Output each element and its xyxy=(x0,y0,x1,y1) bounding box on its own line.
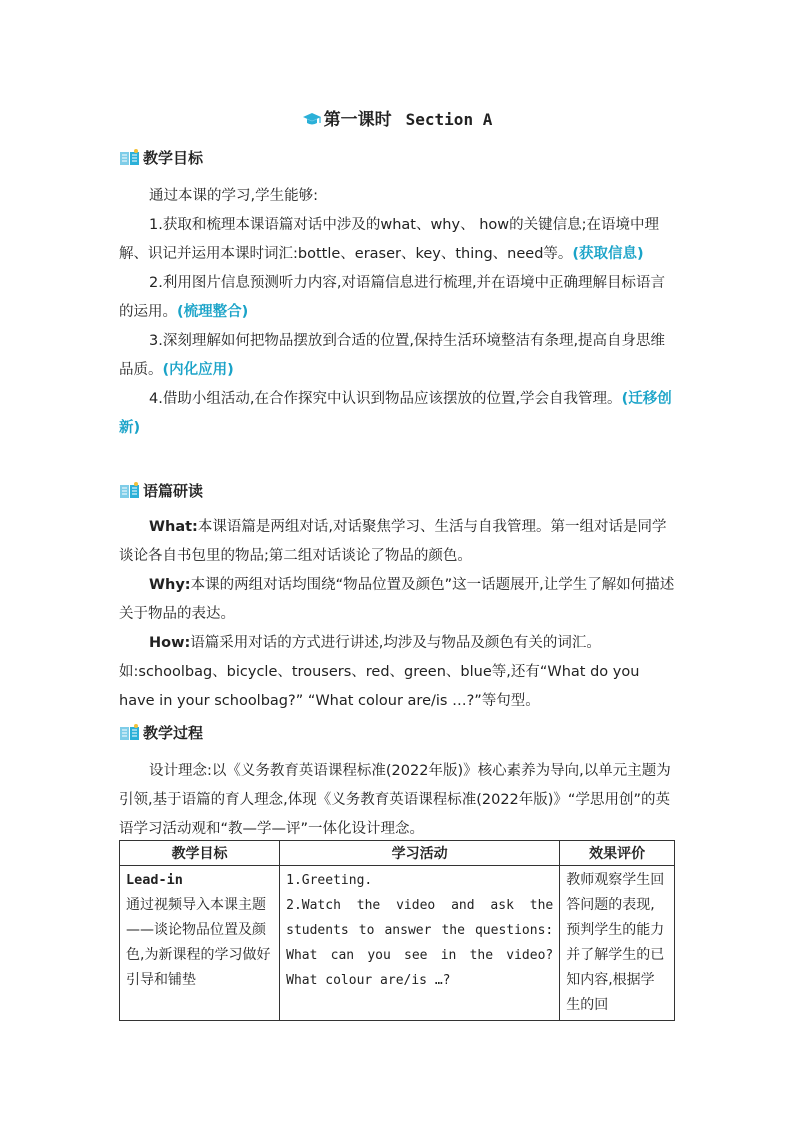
activity-item: 1.Greeting. xyxy=(286,873,373,888)
title-cn: 第一课时 xyxy=(323,110,392,130)
book-icon xyxy=(119,481,141,501)
table-header-row xyxy=(120,841,675,866)
process-heading xyxy=(119,722,203,743)
objective-item: 3.深刻理解如何把物品摆放到合适的位置,保持生活环境整洁有条理,提高自身思维品质。(内化应用) xyxy=(119,333,666,378)
analysis-why: Why:本课的两组对话均围绕“物品位置及颜色”这一话题展开,让学生了解如何描述关于物品的表达。 xyxy=(119,577,675,622)
book-icon xyxy=(119,148,141,168)
objectives-heading xyxy=(119,147,203,168)
process-body xyxy=(119,757,677,844)
analysis-body xyxy=(119,513,677,716)
evaluation-text: 教师观察学生回答问题的表现,预判学生的能力并了解学生的已知内容,根据学生的回 xyxy=(566,872,665,1013)
analysis-what: What:本课语篇是两组对话,对话聚焦学习、生活与自我管理。第一组对话是同学谈论各自书包里的物品;第二组对话谈论了物品的颜色。 xyxy=(119,519,667,564)
analysis-heading-text: 语篇研读 xyxy=(143,482,204,500)
goal-cell xyxy=(120,866,280,1021)
objective-item: 1.获取和梳理本课语篇对话中涉及的what、why、 how的关键信息;在语境中理解、识记并运用本课时词汇:bottle、eraser、key、thing、need等。(获取信息) xyxy=(119,217,659,262)
process-heading-text: 教学过程 xyxy=(143,724,204,742)
objectives-heading-text: 教学目标 xyxy=(143,149,204,167)
analysis-heading xyxy=(119,480,203,501)
evaluation-cell xyxy=(560,866,675,1021)
graduation-cap-icon xyxy=(302,112,322,133)
objective-item: 4.借助小组活动,在合作探究中认识到物品应该摆放的位置,学会自我管理。(迁移创新) xyxy=(119,391,672,436)
activity-cell xyxy=(280,866,560,1021)
objective-item: 2.利用图片信息预测听力内容,对语篇信息进行梳理,并在语境中正确理解目标语言的运用。(梳理整合) xyxy=(119,275,666,320)
objectives-intro: 通过本课的学习,学生能够: xyxy=(149,188,318,204)
title-en: Section A xyxy=(405,110,493,129)
table-header: 教学目标 xyxy=(120,841,280,866)
table-header: 学习活动 xyxy=(280,841,560,866)
table-header: 效果评价 xyxy=(560,841,675,866)
objectives-body xyxy=(119,182,677,443)
goal-text: 通过视频导入本课主题——谈论物品位置及颜色,为新课程的学习做好引导和铺垫 xyxy=(126,897,271,988)
analysis-how: How:语篇采用对话的方式进行讲述,均涉及与物品及颜色有关的词汇。如:schoolbag、bicycle、trousers、red、green、blue等,还有“What do you have in your schoolbag?” “What colour are/is …?”等句型。 xyxy=(119,635,640,709)
page-title xyxy=(0,105,794,133)
design-concept: 设计理念:以《义务教育英语课程标准(2022年版)》核心素养为导向,以单元主题为引领,基于语篇的育人理念,体现《义务教育英语课程标准(2022年版)》“学思用创”的英语学习活动观和“教—学—评”一体化设计理念。 xyxy=(119,763,671,837)
book-icon xyxy=(119,723,141,743)
lesson-plan-table xyxy=(119,840,675,1021)
table-row xyxy=(120,866,675,1021)
goal-title: Lead-in xyxy=(126,872,183,888)
activity-item: 2.Watch the video and ask the students to answer the questions: What can you see in the video? What colour are/is …? xyxy=(286,898,554,988)
